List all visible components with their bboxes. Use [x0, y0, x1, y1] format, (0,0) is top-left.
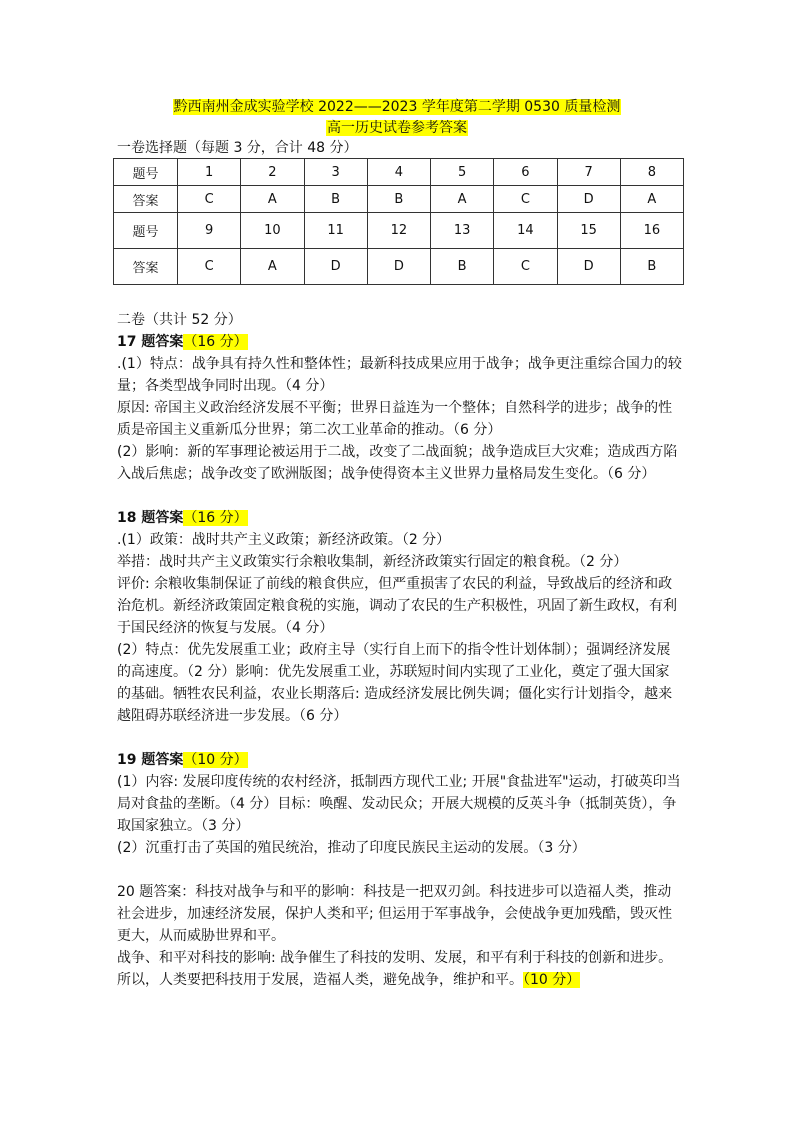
table-cell: 8 [620, 159, 683, 186]
table-cell: D [557, 186, 620, 213]
row-label: 题号 [114, 213, 178, 249]
table-row [114, 186, 684, 213]
q20-answer-line [117, 947, 683, 991]
q18-answer-line: (2）特点：优先发展重工业；政府主导（实行自上而下的指令性计划体制）；强调经济发展的高速度。（2 分）影响：优先发展重工业，苏联短时间内实现了工业化，奠定了强大国家的基础。牺牲农民利益，农业长期落后: 造成经济发展比例失调；僵化实行计划指令，越来越阻碍苏联经济进一步发展。（6 分） [117, 642, 673, 724]
table-row [114, 159, 684, 186]
q19-score: （10 分） [183, 752, 248, 768]
table-cell: D [557, 249, 620, 285]
table-cell: C [494, 186, 557, 213]
q19-answer-line: (2）沉重打击了英国的殖民统治，推动了印度民族民主运动的发展。（3 分） [117, 840, 586, 856]
q19-title: 19 题答案 [117, 752, 184, 768]
table-cell: B [304, 186, 367, 213]
q18-heading [117, 507, 683, 529]
q17-answer-line: (2）影响：新的军事理论被运用于二战，改变了二战面貌；战争造成巨大灾难；造成西方陷入战后焦虑；战争改变了欧洲版图；战争使得资本主义世界力量格局发生变化。（6 分） [117, 444, 678, 482]
answer-table [113, 158, 684, 285]
table-cell: 14 [494, 213, 557, 249]
q17-heading [117, 331, 683, 353]
table-cell: B [431, 249, 494, 285]
row-label: 题号 [114, 159, 178, 186]
q20-answer-line: 20 题答案：科技对战争与和平的影响：科技是一把双刃剑。科技进步可以造福人类，推动社会进步，加速经济发展，保护人类和平; 但运用于军事战争，会使战争更加残酷，毁灭性更大，从而威胁世界和平。 [117, 884, 673, 944]
q17-title: 17 题答案 [117, 334, 184, 350]
table-cell: 1 [178, 159, 241, 186]
table-cell: B [620, 249, 683, 285]
q18-answer-line: .(1）政策：战时共产主义政策；新经济政策。（2 分） [117, 532, 451, 548]
row-label: 答案 [114, 186, 178, 213]
section1-heading: 一卷选择题（每题 3 分，合计 48 分） [117, 140, 358, 156]
title-line-2: 高一历史试卷参考答案 [327, 120, 467, 136]
table-cell: 10 [241, 213, 304, 249]
q19-answer-line: (1）内容: 发展印度传统的农村经济，抵制西方现代工业; 开展"食盐进军"运动，打破英印当局对食盐的垄断。（4 分）目标：唤醒、发动民众；开展大规模的反英斗争（抵制英货），争取国家独立。（3 分） [117, 774, 681, 834]
table-cell: 3 [304, 159, 367, 186]
table-cell: C [178, 186, 241, 213]
q18-score: （16 分） [183, 510, 248, 526]
table-cell: A [431, 186, 494, 213]
table-cell: 4 [367, 159, 430, 186]
q18-answer-line: 举措：战时共产主义政策实行余粮收集制，新经济政策实行固定的粮食税。（2 分） [117, 554, 628, 570]
table-cell: C [178, 249, 241, 285]
table-cell: A [620, 186, 683, 213]
table-cell: A [241, 249, 304, 285]
q17-score: （16 分） [183, 334, 248, 350]
table-row [114, 213, 684, 249]
title-line-1: 黔西南州金成实验学校 2022——2023 学年度第二学期 0530 质量检测 [173, 99, 621, 115]
table-cell: 5 [431, 159, 494, 186]
table-row [114, 249, 684, 285]
q17-answer-line: 原因: 帝国主义政治经济发展不平衡；世界日益连为一个整体；自然科学的进步；战争的性质是帝国主义重新瓜分世界；第二次工业革命的推动。（6 分） [117, 400, 673, 438]
q17-answer-line: .(1）特点：战争具有持久性和整体性；最新科技成果应用于战争；战争更注重综合国力的较量；各类型战争同时出现。（4 分） [117, 356, 682, 394]
table-cell: 7 [557, 159, 620, 186]
row-label: 答案 [114, 249, 178, 285]
table-cell: 13 [431, 213, 494, 249]
table-cell: 12 [367, 213, 430, 249]
table-cell: D [367, 249, 430, 285]
table-cell: D [304, 249, 367, 285]
table-cell: B [367, 186, 430, 213]
q19-heading [117, 749, 683, 771]
table-cell: 9 [178, 213, 241, 249]
table-cell: 6 [494, 159, 557, 186]
section2 [117, 309, 683, 991]
q18-answer-line: 评价: 余粮收集制保证了前线的粮食供应，但严重损害了农民的利益，导致战后的经济和政治危机。新经济政策固定粮食税的实施，调动了农民的生产积极性，巩固了新生政权，有利于国民经济的恢复与发展。（4 分） [117, 576, 677, 636]
table-cell: C [494, 249, 557, 285]
section2-heading: 二卷（共计 52 分） [117, 312, 242, 328]
table-cell: 16 [620, 213, 683, 249]
table-cell: 15 [557, 213, 620, 249]
document-title [0, 97, 794, 139]
q18-title: 18 题答案 [117, 510, 184, 526]
table-cell: 2 [241, 159, 304, 186]
q20-answer-text: 战争、和平对科技的影响: 战争催生了科技的发明、发展，和平有利于科技的创新和进步。所以，人类要把科技用于发展，造福人类，避免战争，维护和平。 [117, 950, 673, 988]
q20-score: （10 分） [523, 972, 581, 988]
table-cell: A [241, 186, 304, 213]
table-cell: 11 [304, 213, 367, 249]
